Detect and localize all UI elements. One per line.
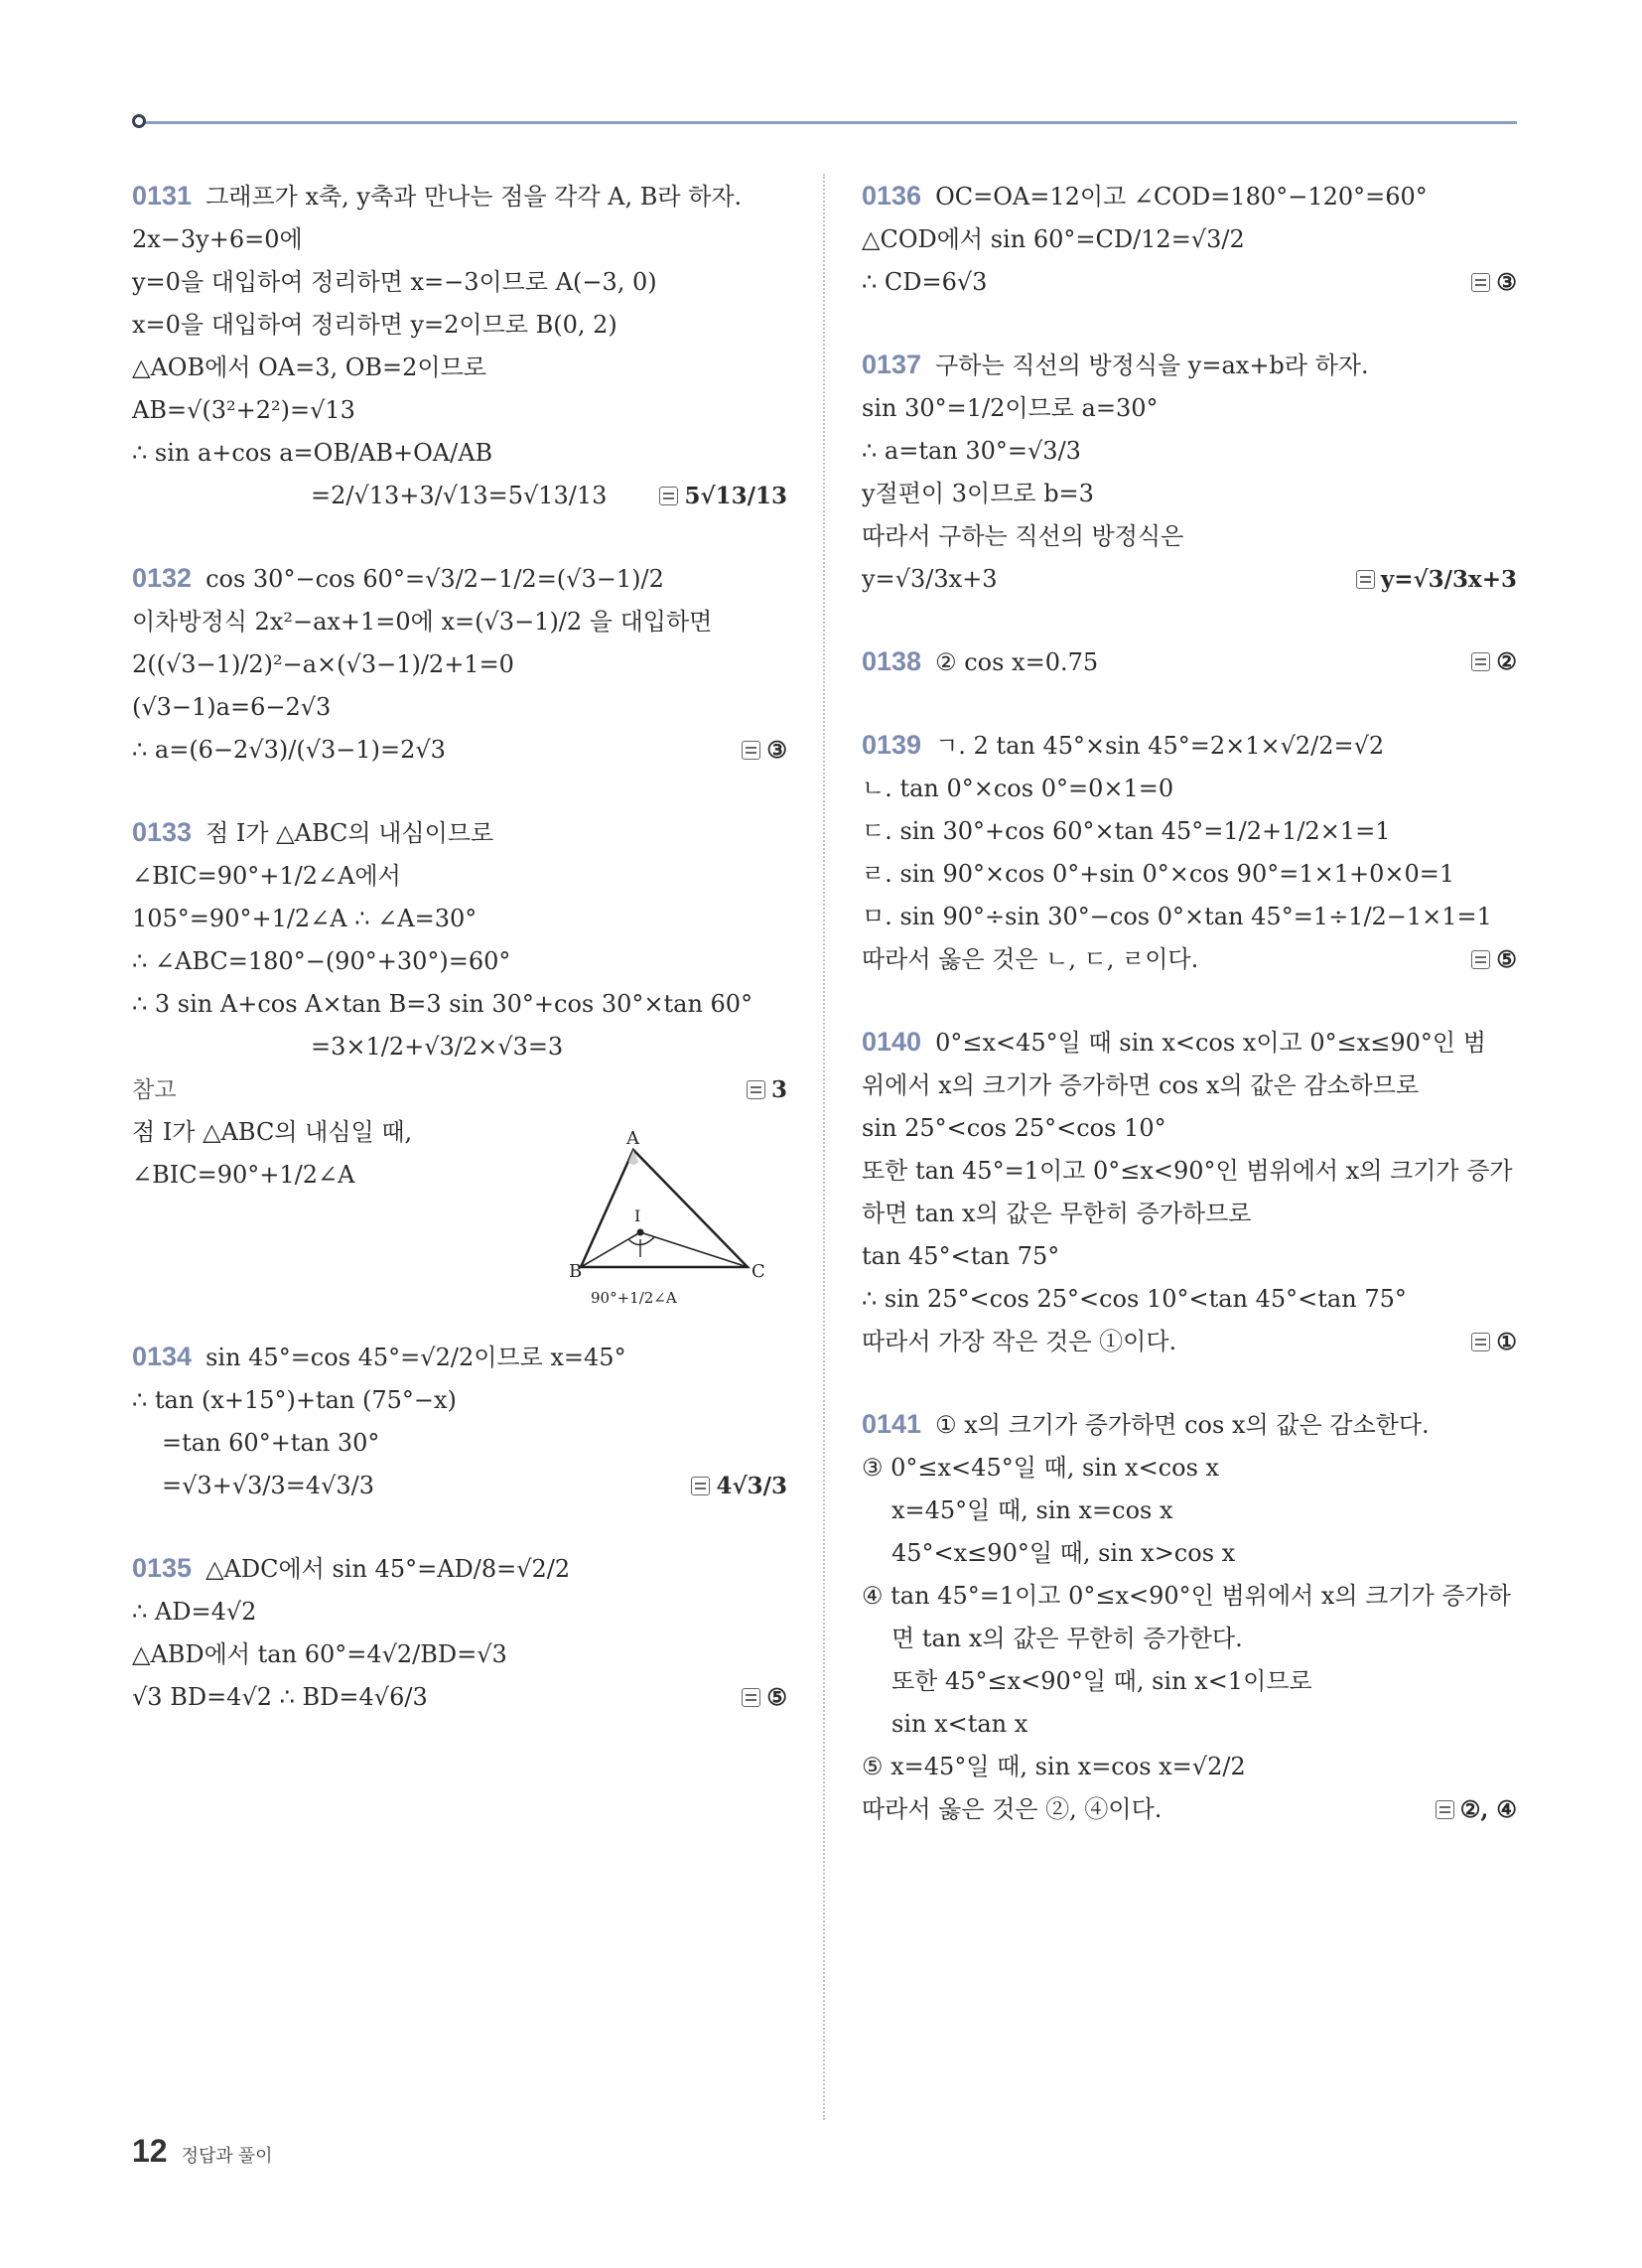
label-b: B bbox=[569, 1261, 583, 1282]
answer-icon bbox=[1356, 570, 1375, 589]
left-column bbox=[132, 175, 787, 1759]
problem-0134-line-3: =tan 60°+tan 30° bbox=[162, 1429, 380, 1457]
problem-0138-line-1: 0138 ② cos x=0.75 ② bbox=[862, 640, 1517, 684]
problem-0140-line-7: ∴ sin 25°<cos 25°<cos 10°<tan 45°<tan 75° bbox=[862, 1285, 1407, 1313]
problem-number: 0141 bbox=[862, 1409, 922, 1439]
answer-icon bbox=[742, 1688, 760, 1707]
problem-0131-line-3: y=0을 대입하여 정리하면 x=−3이므로 A(−3, 0) bbox=[132, 268, 657, 296]
problem-0134-line-1: 0134 sin 45°=cos 45°=√2/2이므로 x=45° bbox=[132, 1342, 626, 1371]
problem-0131-line-1: 0131 그래프가 x축, y축과 만나는 점을 각각 A, B라 하자. bbox=[132, 181, 743, 211]
problem-0140-line-5: 하면 tan x의 값은 무한히 증가하므로 bbox=[862, 1200, 1252, 1227]
triangle bbox=[581, 1150, 748, 1267]
problem-0141-line-3: x=45°일 때, sin x=cos x bbox=[891, 1496, 1173, 1524]
problem-0133 bbox=[132, 811, 787, 1307]
problem-0138 bbox=[862, 640, 1517, 684]
problem-0134-line-4: =√3+√3/3=4√3/3 4√3/3 bbox=[132, 1465, 787, 1507]
answer-0136: ③ bbox=[1471, 261, 1517, 304]
problem-0141-line-8: sin x<tan x bbox=[891, 1710, 1028, 1738]
problem-0132-line-1: 0132 cos 30°−cos 60°=√3/2−1/2=(√3−1)/2 bbox=[132, 563, 664, 593]
problem-0135-line-3: △ABD에서 tan 60°=4√2/BD=√3 bbox=[132, 1640, 507, 1668]
problem-0141-line-4: 45°<x≤90°일 때, sin x>cos x bbox=[891, 1539, 1236, 1567]
answer-0139: ⑤ bbox=[1471, 938, 1517, 981]
problem-0140-line-2: 위에서 x의 크기가 증가하면 cos x의 값은 감소하므로 bbox=[862, 1071, 1420, 1099]
incenter-triangle-figure bbox=[569, 1128, 777, 1327]
problem-number: 0136 bbox=[862, 181, 922, 211]
problem-0140 bbox=[862, 1021, 1517, 1363]
problem-0133-line-5: ∴ 3 sin A+cos A×tan B=3 sin 30°+cos 30°×tan 60° bbox=[132, 990, 753, 1018]
problem-0132-line-2: 이차방정식 2x²−ax+1=0에 x=(√3−1)/2 을 대입하면 bbox=[132, 608, 713, 636]
header-dot bbox=[132, 114, 146, 128]
problem-0141-line-1: 0141 ① x의 크기가 증가하면 cos x의 값은 감소한다. bbox=[862, 1409, 1430, 1439]
problem-0140-line-4: 또한 tan 45°=1이고 0°≤x<90°인 범위에서 x의 크기가 증가 bbox=[862, 1157, 1513, 1185]
problem-0137-line-2: sin 30°=1/2이므로 a=30° bbox=[862, 394, 1159, 422]
problem-0139-line-6: 따라서 옳은 것은 ㄴ, ㄷ, ㄹ이다. ⑤ bbox=[862, 938, 1517, 981]
answer-0141: ②, ④ bbox=[1436, 1788, 1517, 1831]
problem-0137-line-3: ∴ a=tan 30°=√3/3 bbox=[862, 437, 1081, 465]
label-a: A bbox=[626, 1128, 639, 1149]
problem-0133-line-3: 105°=90°+1/2∠A ∴ ∠A=30° bbox=[132, 905, 478, 932]
answer-icon bbox=[1471, 950, 1490, 969]
label-angle: 90°+1/2∠A bbox=[591, 1289, 677, 1307]
problem-number: 0133 bbox=[132, 817, 193, 847]
problem-0137-line-6: y=√3/3x+3 y=√3/3x+3 bbox=[862, 558, 1517, 601]
note-box bbox=[132, 1068, 787, 1307]
problem-0139-line-3: ㄷ. sin 30°+cos 60°×tan 45°=1/2+1/2×1=1 bbox=[862, 817, 1391, 845]
problem-0136-line-1: 0136 OC=OA=12이고 ∠COD=180°−120°=60° bbox=[862, 181, 1428, 211]
answer-icon bbox=[742, 741, 760, 760]
problem-0135-line-4: √3 BD=4√2 ∴ BD=4√6/3 ⑤ bbox=[132, 1676, 787, 1719]
answer-icon bbox=[1471, 652, 1490, 671]
problem-0137-line-1: 0137 구하는 직선의 방정식을 y=ax+b라 하자. bbox=[862, 350, 1369, 379]
problem-0137 bbox=[862, 344, 1517, 601]
label-i: I bbox=[634, 1206, 641, 1225]
problem-number: 0134 bbox=[132, 1342, 193, 1371]
answer-0132: ③ bbox=[742, 729, 787, 772]
problem-0140-line-6: tan 45°<tan 75° bbox=[862, 1242, 1060, 1270]
problem-number: 0137 bbox=[862, 350, 922, 379]
problem-number: 0132 bbox=[132, 563, 193, 593]
problem-0136-line-2: △COD에서 sin 60°=CD/12=√3/2 bbox=[862, 225, 1245, 253]
problem-0134 bbox=[132, 1336, 787, 1507]
problem-0131-line-4: x=0을 대입하여 정리하면 y=2이므로 B(0, 2) bbox=[132, 311, 617, 339]
problem-0137-line-4: y절편이 3이므로 b=3 bbox=[862, 480, 1094, 507]
note-line-1: 점 I가 △ABC의 내심일 때, bbox=[132, 1118, 413, 1146]
problem-0140-line-1: 0140 0°≤x<45°일 때 sin x<cos x이고 0°≤x≤90°인 범 bbox=[862, 1027, 1486, 1057]
problem-0140-line-3: sin 25°<cos 25°<cos 10° bbox=[862, 1114, 1166, 1142]
answer-icon bbox=[1436, 1800, 1454, 1819]
problem-0139-line-2: ㄴ. tan 0°×cos 0°=0×1=0 bbox=[862, 775, 1174, 802]
answer-icon bbox=[659, 487, 678, 505]
problem-0132-line-5: ∴ a=(6−2√3)/(√3−1)=2√3 ③ bbox=[132, 729, 787, 772]
note-line-2: ∠BIC=90°+1/2∠A bbox=[132, 1161, 355, 1189]
note-label: 참고 bbox=[132, 1076, 177, 1102]
problem-0141-line-10: 따라서 옳은 것은 ②, ④이다. ②, ④ bbox=[862, 1788, 1517, 1831]
problem-0137-line-5: 따라서 구하는 직선의 방정식은 bbox=[862, 522, 1184, 550]
problem-0141-line-9: ⑤ x=45°일 때, sin x=cos x=√2/2 bbox=[862, 1753, 1246, 1780]
problem-0133-line-1: 0133 점 I가 △ABC의 내심이므로 bbox=[132, 817, 494, 847]
answer-icon bbox=[691, 1477, 710, 1495]
problem-0141-line-7: 또한 45°≤x<90°일 때, sin x<1이므로 bbox=[891, 1667, 1312, 1695]
problem-0139-line-1: 0139 ㄱ. 2 tan 45°×sin 45°=2×1×√2/2=√2 bbox=[862, 730, 1385, 760]
answer-0137: y=√3/3x+3 bbox=[1356, 558, 1517, 601]
problem-0135 bbox=[132, 1547, 787, 1719]
incenter-point bbox=[637, 1229, 644, 1236]
problem-0140-line-8: 따라서 가장 작은 것은 ①이다. ① bbox=[862, 1321, 1517, 1363]
answer-0131: 5√13/13 bbox=[659, 475, 787, 517]
problem-0131-line-7: ∴ sin a+cos a=OB/AB+OA/AB bbox=[132, 439, 493, 467]
answer-0133: 3 bbox=[747, 1068, 787, 1111]
problem-0131-line-6: AB=√(3²+2²)=√13 bbox=[132, 396, 355, 424]
problem-0136 bbox=[862, 175, 1517, 304]
problem-0134-line-2: ∴ tan (x+15°)+tan (75°−x) bbox=[132, 1386, 457, 1414]
answer-0135: ⑤ bbox=[742, 1676, 787, 1719]
problem-0136-line-3: ∴ CD=6√3 ③ bbox=[862, 261, 1517, 304]
answer-0134: 4√3/3 bbox=[691, 1465, 787, 1507]
problem-0131-line-8: =2/√13+3/√13=5√13/13 5√13/13 bbox=[132, 475, 787, 517]
problem-0135-line-1: 0135 △ADC에서 sin 45°=AD/8=√2/2 bbox=[132, 1553, 571, 1583]
page-footer bbox=[132, 2133, 273, 2170]
problem-number: 0140 bbox=[862, 1027, 922, 1057]
problem-0133-line-2: ∠BIC=90°+1/2∠A에서 bbox=[132, 862, 401, 890]
problem-0131-line-2: 2x−3y+6=0에 bbox=[132, 225, 303, 253]
problem-0139-line-5: ㅁ. sin 90°÷sin 30°−cos 0°×tan 45°=1÷1/2−1×1=1 bbox=[862, 903, 1492, 930]
problem-0139 bbox=[862, 724, 1517, 981]
problem-number: 0135 bbox=[132, 1553, 193, 1583]
problem-0132-line-4: (√3−1)a=6−2√3 bbox=[132, 693, 332, 721]
answer-0140: ① bbox=[1471, 1321, 1517, 1363]
problem-number: 0139 bbox=[862, 730, 922, 760]
problem-number: 0131 bbox=[132, 181, 193, 211]
problem-0141 bbox=[862, 1403, 1517, 1831]
answer-icon bbox=[1471, 1333, 1490, 1351]
answer-0138: ② bbox=[1471, 640, 1517, 683]
column-divider bbox=[823, 174, 825, 2120]
problem-0132-line-3: 2((√3−1)/2)²−a×(√3−1)/2+1=0 bbox=[132, 650, 514, 678]
page-label: 정답과 풀이 bbox=[181, 2146, 273, 2166]
problem-0141-line-6: 면 tan x의 값은 무한히 증가한다. bbox=[891, 1625, 1243, 1652]
problem-0141-line-5: ④ tan 45°=1이고 0°≤x<90°인 범위에서 x의 크기가 증가하 bbox=[862, 1582, 1511, 1610]
problem-0131 bbox=[132, 175, 787, 517]
problem-0135-line-2: ∴ AD=4√2 bbox=[132, 1598, 257, 1626]
page-number: 12 bbox=[132, 2133, 168, 2169]
problem-0139-line-4: ㄹ. sin 90°×cos 0°+sin 0°×cos 90°=1×1+0×0=1 bbox=[862, 860, 1455, 888]
problem-0133-line-4: ∴ ∠ABC=180°−(90°+30°)=60° bbox=[132, 947, 511, 975]
right-column bbox=[862, 175, 1517, 1871]
label-c: C bbox=[752, 1261, 765, 1282]
problem-0132 bbox=[132, 557, 787, 772]
problem-number: 0138 bbox=[862, 646, 922, 676]
header-rule bbox=[137, 121, 1517, 124]
answer-icon bbox=[1471, 273, 1490, 292]
problem-0131-line-5: △AOB에서 OA=3, OB=2이므로 bbox=[132, 354, 486, 381]
problem-0141-line-2: ③ 0°≤x<45°일 때, sin x<cos x bbox=[862, 1454, 1220, 1482]
problem-0133-line-6: =3×1/2+√3/2×√3=3 bbox=[311, 1033, 564, 1061]
